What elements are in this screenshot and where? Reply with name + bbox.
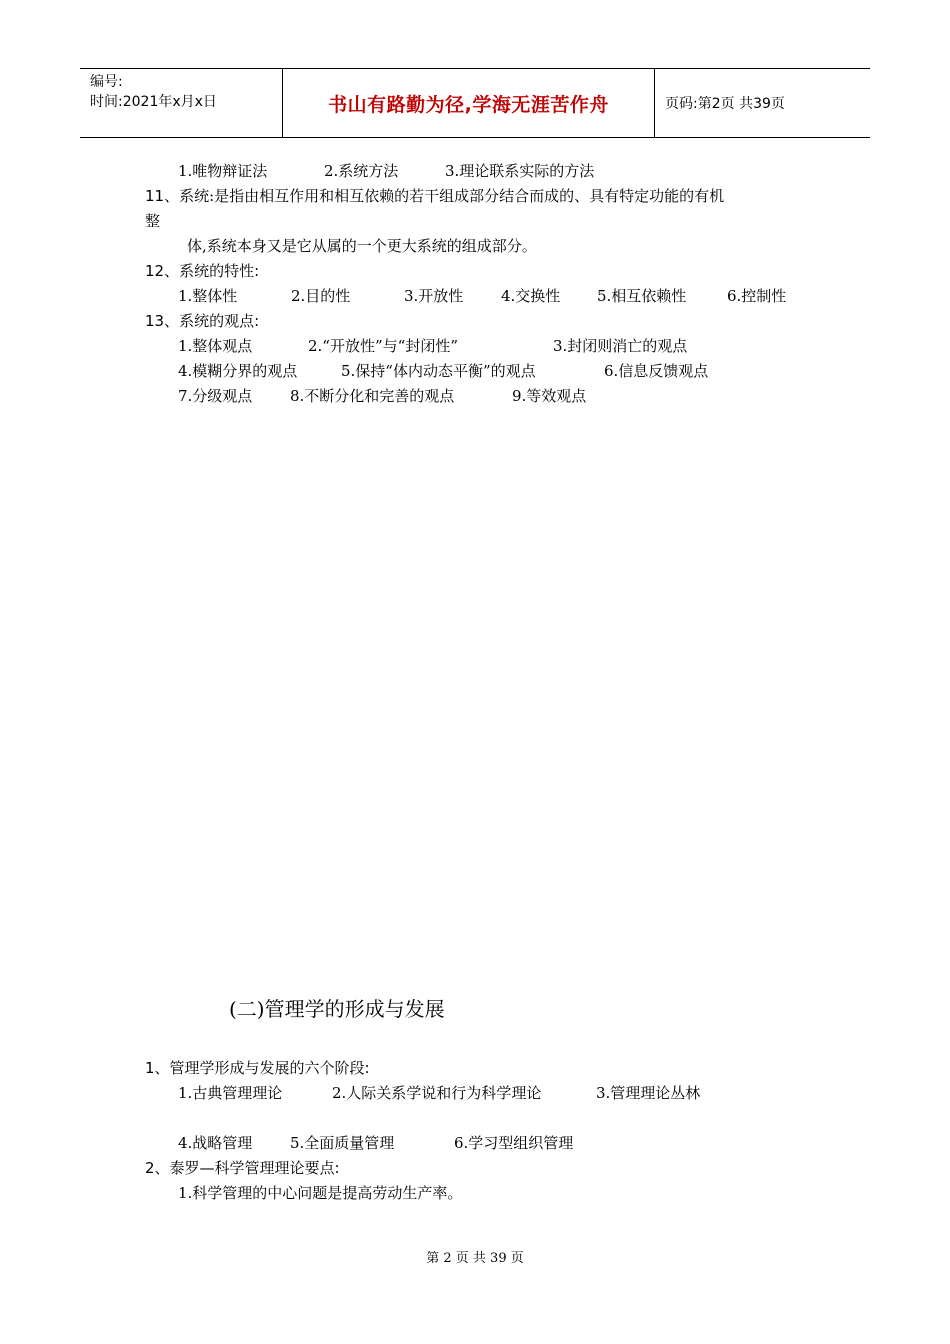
characteristic-item: 6.控制性: [727, 287, 787, 305]
stage-item: 1.古典管理理论: [178, 1084, 283, 1102]
viewpoints-row: [178, 386, 586, 406]
characteristic-item: 1.整体性: [178, 287, 238, 305]
viewpoint-item: 1.整体观点: [178, 337, 253, 355]
header-motto: 书山有路勤为径,学海无涯苦作舟: [282, 69, 655, 137]
s2-q2-title: 2、泰罗—科学管理理论要点:: [145, 1159, 340, 1177]
method-item: 3.理论联系实际的方法: [445, 162, 595, 180]
stages-row: [178, 1083, 700, 1103]
viewpoint-item: 4.模糊分界的观点: [178, 362, 298, 380]
section-title: (二)管理学的形成与发展: [229, 997, 445, 1021]
stage-item: 4.战略管理: [178, 1134, 253, 1152]
characteristic-item: 4.交换性: [501, 287, 561, 305]
s2-q1-title: 1、管理学形成与发展的六个阶段:: [145, 1059, 370, 1077]
stages-row: [178, 1133, 573, 1153]
characteristic-item: 5.相互依赖性: [597, 287, 687, 305]
page-header: [80, 68, 870, 138]
header-page-info: 页码:第2页 共39页: [665, 96, 785, 112]
viewpoints-row: [178, 336, 687, 356]
q13-title: 13、系统的观点:: [145, 312, 260, 330]
time-label: 时间:2021年x月x日: [90, 94, 217, 110]
viewpoint-item: 7.分级观点: [178, 387, 253, 405]
viewpoint-item: 8.不断分化和完善的观点: [290, 387, 455, 405]
characteristic-item: 3.开放性: [404, 287, 464, 305]
method-item: 2.系统方法: [324, 162, 399, 180]
characteristic-item: 2.目的性: [291, 287, 351, 305]
stage-item: 2.人际关系学说和行为科学理论: [332, 1084, 542, 1102]
characteristics-list: [178, 286, 786, 306]
q11-def-line3: 体,系统本身又是它从属的一个更大系统的组成部分。: [187, 237, 537, 255]
q12-title: 12、系统的特性:: [145, 262, 260, 280]
stage-item: 3.管理理论丛林: [596, 1084, 701, 1102]
viewpoint-item: 9.等效观点: [512, 387, 587, 405]
method-item: 1.唯物辩证法: [178, 162, 268, 180]
q11-definition: [145, 186, 724, 206]
viewpoint-item: 5.保持“体内动态平衡”的观点: [341, 362, 536, 380]
methods-list: [178, 161, 594, 181]
number-label: 编号:: [90, 74, 123, 90]
q11-def-line1: :是指由相互作用和相互依赖的若干组成部分结合而成的、具有特定功能的有机: [209, 187, 725, 205]
viewpoint-item: 6.信息反馈观点: [604, 362, 709, 380]
stage-item: 5.全面质量管理: [290, 1134, 395, 1152]
q11-def-line2: 整: [145, 212, 161, 230]
viewpoints-row: [178, 361, 708, 381]
viewpoint-item: 2.“开放性”与“封闭性”: [308, 337, 458, 355]
stage-item: 6.学习型组织管理: [454, 1134, 574, 1152]
page-footer: 第 2 页 共 39 页: [426, 1251, 524, 1266]
taylor-point: 1.科学管理的中心问题是提高劳动生产率。: [178, 1184, 463, 1202]
q11-term: 11、系统: [145, 187, 210, 205]
viewpoint-item: 3.封闭则消亡的观点: [553, 337, 688, 355]
header-meta: [80, 69, 282, 137]
